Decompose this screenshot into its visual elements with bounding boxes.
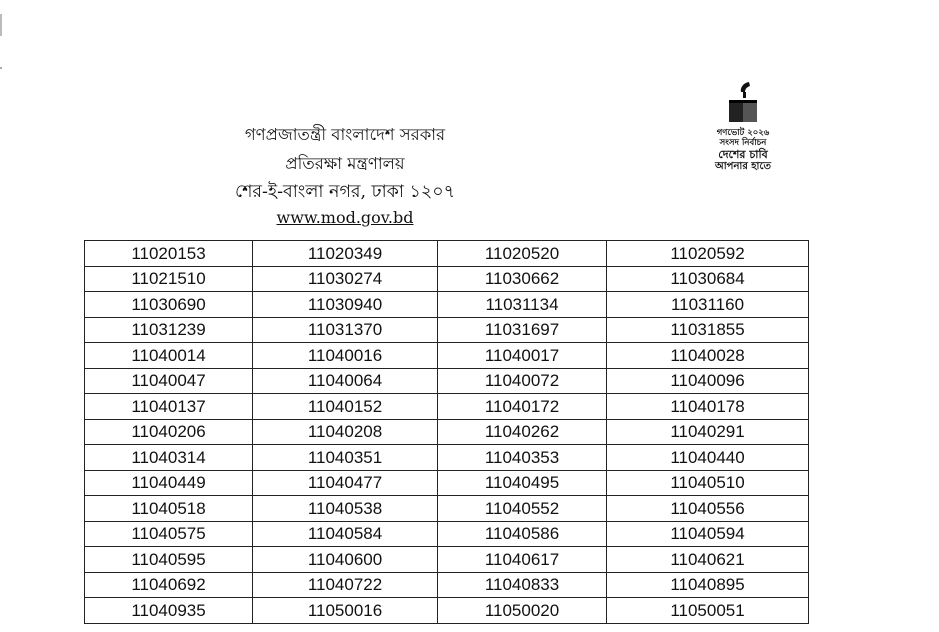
- table-row: [85, 572, 809, 598]
- ministry-website-link[interactable]: www.mod.gov.bd: [276, 208, 414, 227]
- ballot-box-icon: [723, 80, 763, 126]
- table-cell: 11040600: [253, 547, 438, 573]
- table-cell: 11031697: [438, 317, 607, 343]
- table-cell: 11020520: [438, 241, 607, 267]
- table-cell: 11040833: [438, 572, 607, 598]
- table-row: [85, 445, 809, 471]
- ministry-address: শের-ই-বাংলা নগর, ঢাকা ১২০৭: [234, 182, 456, 202]
- table-cell: 11040028: [607, 343, 809, 369]
- table-cell: 11040017: [438, 343, 607, 369]
- table-cell: 11040208: [253, 419, 438, 445]
- table-cell: 11020592: [607, 241, 809, 267]
- table-cell: 11040016: [253, 343, 438, 369]
- table-cell: 11040495: [438, 470, 607, 496]
- table-cell: 11030690: [85, 292, 253, 318]
- table-row: [85, 292, 809, 318]
- table-cell: 11040137: [85, 394, 253, 420]
- table-cell: 11050020: [438, 598, 607, 624]
- table-cell: 11031160: [607, 292, 809, 318]
- table-cell: 11040172: [438, 394, 607, 420]
- table-cell: 11040595: [85, 547, 253, 573]
- table-cell: 11040353: [438, 445, 607, 471]
- table-cell: 11040477: [253, 470, 438, 496]
- table-cell: 11040178: [607, 394, 809, 420]
- table-row: [85, 598, 809, 624]
- table-row: [85, 470, 809, 496]
- table-cell: 11021510: [85, 266, 253, 292]
- table-row: [85, 241, 809, 267]
- table-cell: 11030662: [438, 266, 607, 292]
- table-cell: 11040518: [85, 496, 253, 522]
- table-cell: 11040722: [253, 572, 438, 598]
- table-cell: 11030684: [607, 266, 809, 292]
- table-cell: 11040351: [253, 445, 438, 471]
- table-cell: 11040692: [85, 572, 253, 598]
- table-cell: 11031855: [607, 317, 809, 343]
- table-cell: 11040556: [607, 496, 809, 522]
- table-cell: 11031134: [438, 292, 607, 318]
- table-cell: 11040096: [607, 368, 809, 394]
- number-table-body: [85, 241, 809, 624]
- table-cell: 11040935: [85, 598, 253, 624]
- table-cell: 11050016: [253, 598, 438, 624]
- table-cell: 11030940: [253, 292, 438, 318]
- table-cell: 11040014: [85, 343, 253, 369]
- table-cell: 11031370: [253, 317, 438, 343]
- table-cell: 11040449: [85, 470, 253, 496]
- table-row: [85, 496, 809, 522]
- table-cell: 11040440: [607, 445, 809, 471]
- logo-text-slogan-2: আপনার হাতে: [715, 161, 771, 172]
- table-cell: 11040072: [438, 368, 607, 394]
- ministry-name: প্রতিরক্ষা মন্ত্রণালয়: [285, 154, 405, 173]
- table-cell: 11040895: [607, 572, 809, 598]
- page-edge-dot: [0, 67, 2, 69]
- logo-text-slogan-1: দেশের চাবি: [718, 148, 768, 161]
- election-logo: [700, 80, 786, 190]
- table-cell: 11031239: [85, 317, 253, 343]
- table-cell: 11040617: [438, 547, 607, 573]
- number-table: [84, 240, 809, 624]
- document-header: [200, 120, 490, 229]
- table-cell: 11040575: [85, 521, 253, 547]
- table-cell: 11020349: [253, 241, 438, 267]
- table-cell: 11050051: [607, 598, 809, 624]
- table-cell: 11040594: [607, 521, 809, 547]
- table-row: [85, 343, 809, 369]
- table-cell: 11040538: [253, 496, 438, 522]
- table-cell: 11040314: [85, 445, 253, 471]
- table-row: [85, 368, 809, 394]
- table-row: [85, 266, 809, 292]
- government-name: গণপ্রজাতন্ত্রী বাংলাদেশ সরকার: [244, 125, 446, 144]
- table-cell: 11040586: [438, 521, 607, 547]
- logo-text-referendum: গণভোট ২০২৬: [716, 128, 770, 138]
- table-cell: 11040047: [85, 368, 253, 394]
- table-row: [85, 394, 809, 420]
- table-cell: 11030274: [253, 266, 438, 292]
- table-cell: 11040064: [253, 368, 438, 394]
- page-edge-mark: [0, 14, 2, 36]
- table-cell: 11040621: [607, 547, 809, 573]
- logo-text-election: সংসদ নির্বাচন: [719, 138, 767, 148]
- table-row: [85, 317, 809, 343]
- table-cell: 11040206: [85, 419, 253, 445]
- table-row: [85, 419, 809, 445]
- table-cell: 11040291: [607, 419, 809, 445]
- table-cell: 11040552: [438, 496, 607, 522]
- table-cell: 11040152: [253, 394, 438, 420]
- table-row: [85, 521, 809, 547]
- table-cell: 11040584: [253, 521, 438, 547]
- table-cell: 11040510: [607, 470, 809, 496]
- table-row: [85, 547, 809, 573]
- table-cell: 11040262: [438, 419, 607, 445]
- table-cell: 11020153: [85, 241, 253, 267]
